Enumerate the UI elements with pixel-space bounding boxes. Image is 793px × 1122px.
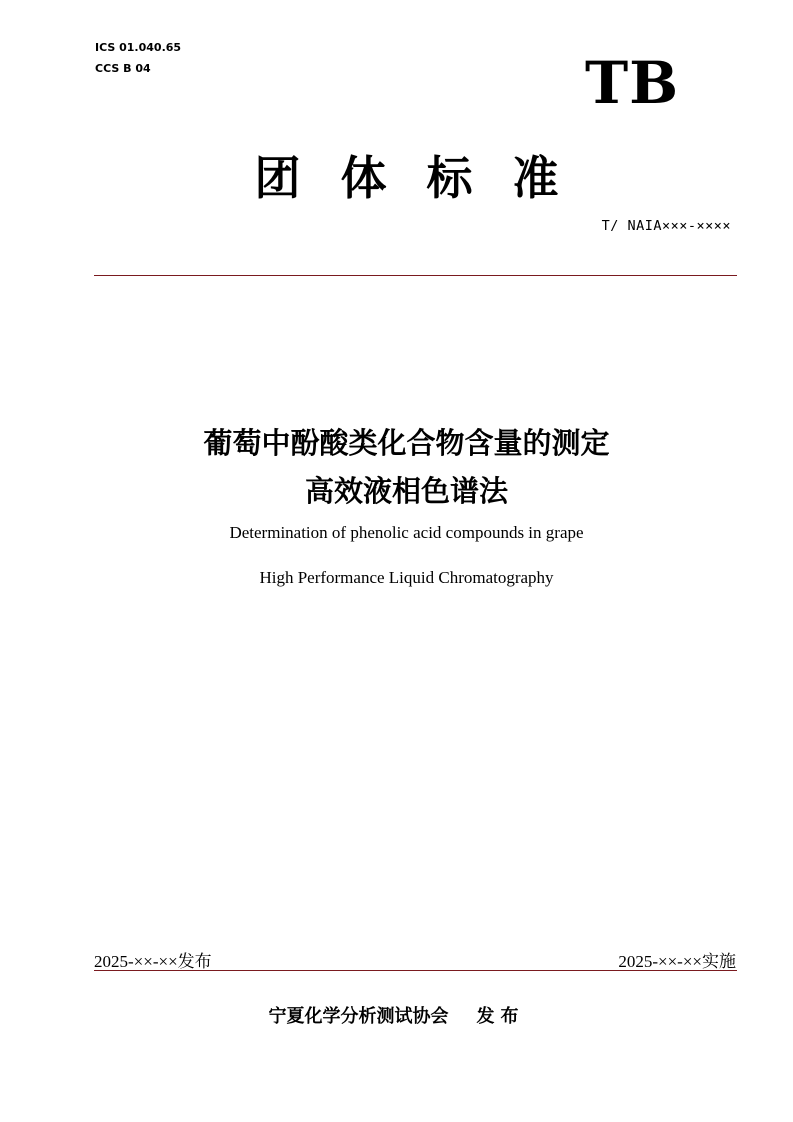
title-chinese-line-2: 高效液相色谱法 xyxy=(304,474,508,508)
implementation-date: 2025-××-××实施 xyxy=(618,952,736,971)
publish-label: 发布 xyxy=(476,1006,525,1027)
publisher-name: 宁夏化学分析测试协会 xyxy=(268,1006,449,1027)
footer-divider xyxy=(94,970,737,971)
title-english-line-2: High Performance Liquid Chromatography xyxy=(259,568,554,587)
issue-date: 2025-××-××发布 xyxy=(94,952,212,971)
ccs-code: CCS B 04 xyxy=(95,62,151,75)
title-english-line-1: Determination of phenolic acid compounds in grape xyxy=(229,523,584,542)
title-chinese-line-1: 葡萄中酚酸类化合物含量的测定 xyxy=(203,426,610,460)
publisher-block xyxy=(0,1002,793,1028)
header-divider xyxy=(94,275,737,276)
ics-code: ICS 01.040.65 xyxy=(95,41,182,54)
standard-category: 团体标准 xyxy=(254,151,599,205)
tb-logo: TB xyxy=(585,49,680,117)
standard-number: T/ NAIA×××-×××× xyxy=(601,218,731,234)
